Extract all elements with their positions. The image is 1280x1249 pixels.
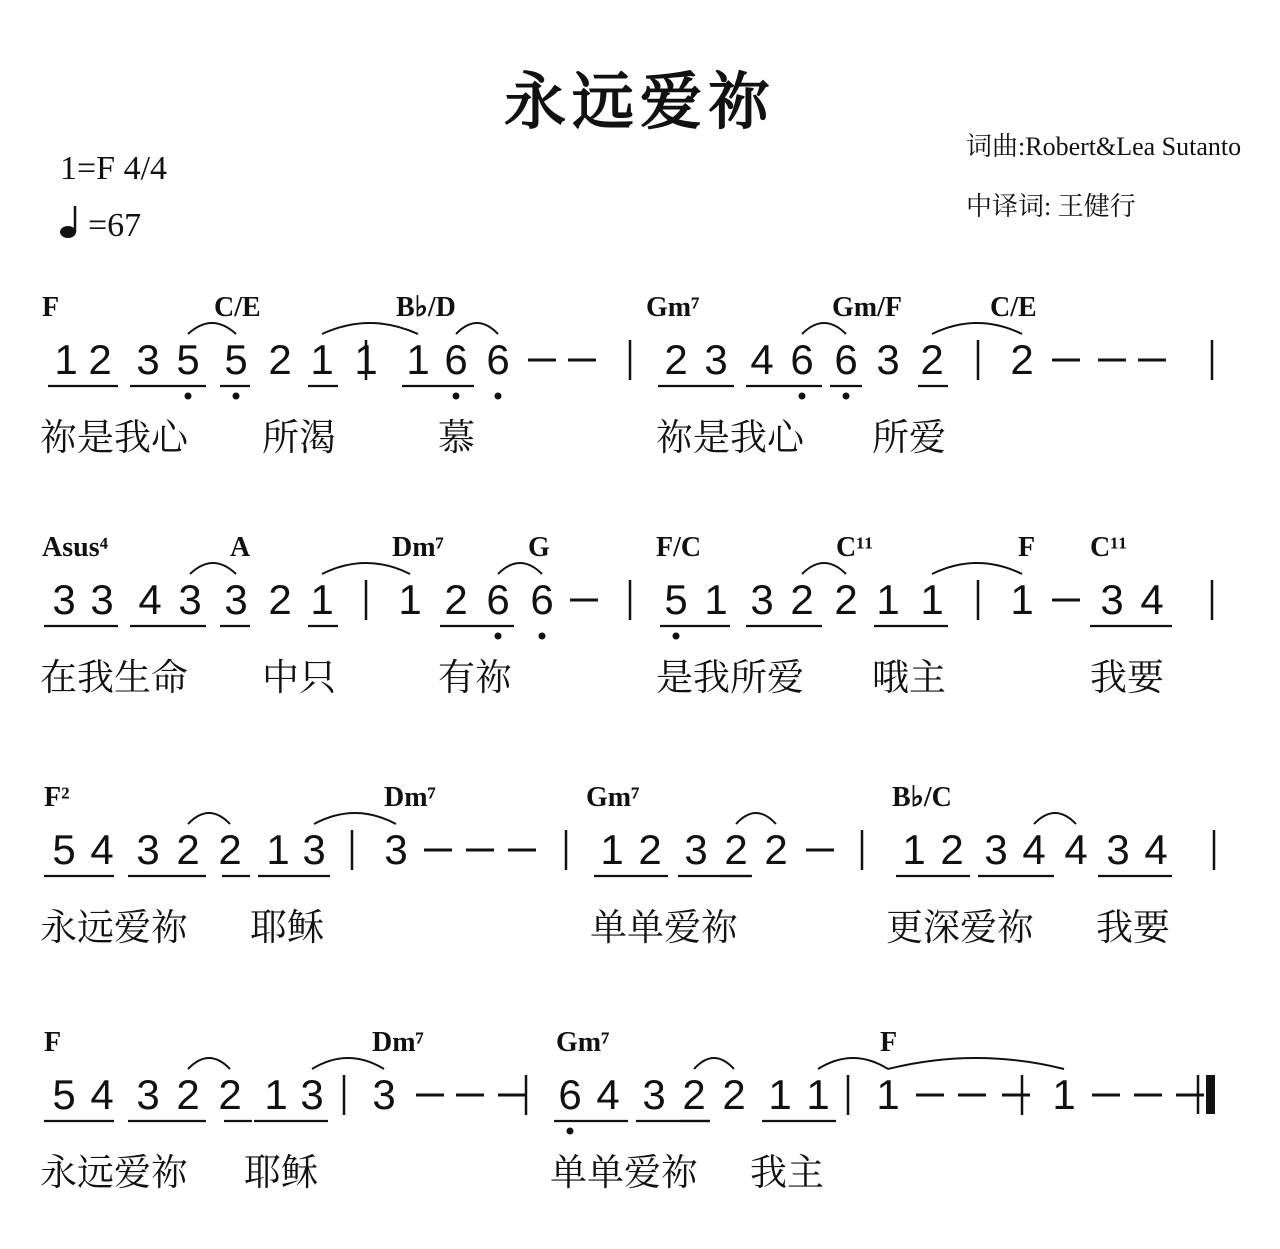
note-digit: 3 [300, 1071, 324, 1118]
slur-tie [1034, 813, 1076, 824]
note-digit: 1 [806, 1071, 830, 1118]
note-digit: 3 [224, 576, 248, 623]
slur-tie [818, 1058, 888, 1069]
note-digit: 1 [768, 1071, 792, 1118]
slur-tie [190, 563, 236, 574]
note-digit: 1 [1052, 1071, 1076, 1118]
slur-tie [736, 813, 776, 824]
note-digit: 2 [444, 576, 468, 623]
note-digit: 3 [984, 826, 1008, 873]
note-digit: 6 [530, 576, 554, 623]
chord-symbol: F [1018, 532, 1036, 563]
note-digit: 4 [750, 336, 774, 383]
key-time-signature: 1=F 4/4 [60, 150, 168, 187]
chord-symbol: F² [44, 782, 70, 813]
slur-tie [932, 563, 1022, 574]
chord-symbol: B♭/D [396, 292, 456, 323]
note-digit: 2 [268, 576, 292, 623]
octave-dot [495, 393, 502, 400]
lyric-phrase: 永远爱祢 [40, 906, 188, 949]
note-digit: 3 [52, 576, 76, 623]
note-digit: 3 [684, 826, 708, 873]
note-digit: 1 [876, 1071, 900, 1118]
note-digit: 5 [664, 576, 688, 623]
octave-dot [495, 633, 502, 640]
note-digit: 1 [398, 576, 422, 623]
note-digit: 3 [384, 826, 408, 873]
slur-tie [456, 323, 498, 334]
slur-tie [312, 1058, 384, 1069]
octave-dot [185, 393, 192, 400]
chord-symbol: C¹¹ [836, 532, 874, 563]
note-digit: 3 [136, 826, 160, 873]
octave-dot [567, 1128, 574, 1135]
note-digit: 6 [486, 576, 510, 623]
note-digit: 2 [682, 1071, 706, 1118]
note-digit: 6 [834, 336, 858, 383]
lyric-phrase: 所渴 [262, 416, 336, 459]
chord-symbol: F [880, 1027, 898, 1058]
note-digit: 3 [136, 1071, 160, 1118]
lyric-phrase: 单单爱祢 [590, 906, 738, 949]
note-digit: 5 [52, 826, 76, 873]
note-digit: 1 [876, 576, 900, 623]
note-digit: 2 [88, 336, 112, 383]
final-bar-thick [1206, 1075, 1215, 1114]
slur-tie [322, 563, 410, 574]
note-digit: 2 [218, 826, 242, 873]
note-digit: 1 [354, 336, 378, 383]
tempo-value: =67 [88, 207, 142, 244]
note-digit: 2 [176, 826, 200, 873]
octave-dot [539, 633, 546, 640]
chord-symbol: F/C [656, 532, 702, 563]
chord-symbol: Asus⁴ [42, 532, 108, 563]
note-digit: 1 [310, 336, 334, 383]
note-digit: 1 [600, 826, 624, 873]
chord-symbol: Gm⁷ [646, 292, 700, 323]
note-digit: 4 [1022, 826, 1046, 873]
slur-tie [188, 323, 236, 334]
chord-symbol: C¹¹ [1090, 532, 1128, 563]
slur-tie [888, 1058, 1064, 1069]
lyric-phrase: 慕 [438, 416, 475, 459]
note-digit: 3 [90, 576, 114, 623]
note-digit: 4 [1064, 826, 1088, 873]
chord-symbol: Dm⁷ [372, 1027, 424, 1058]
note-digit: 1 [406, 336, 430, 383]
composer-credit: 词曲:Robert&Lea Sutanto [966, 132, 1242, 161]
note-digit: 3 [642, 1071, 666, 1118]
note-digit: 5 [176, 336, 200, 383]
note-digit: 6 [558, 1071, 582, 1118]
chord-symbol: Dm⁷ [392, 532, 444, 563]
chord-symbol: A [230, 532, 251, 563]
note-digit: 1 [920, 576, 944, 623]
note-digit: 2 [722, 1071, 746, 1118]
lyric-phrase: 有祢 [438, 656, 512, 699]
note-digit: 6 [444, 336, 468, 383]
lyric-phrase: 祢是我心 [656, 416, 804, 459]
note-digit: 4 [1144, 826, 1168, 873]
note-digit: 4 [138, 576, 162, 623]
note-digit: 3 [750, 576, 774, 623]
lyric-phrase: 中只 [262, 656, 336, 699]
note-digit: 1 [902, 826, 926, 873]
slur-tie [932, 323, 1022, 334]
slur-tie [314, 813, 396, 824]
lyric-phrase: 单单爱祢 [550, 1151, 698, 1194]
note-digit: 2 [1010, 336, 1034, 383]
slur-tie [322, 323, 418, 334]
note-digit: 3 [1106, 826, 1130, 873]
note-digit: 2 [834, 576, 858, 623]
song-title: 永远爱祢 [503, 65, 776, 138]
lyric-phrase: 是我所爱 [656, 656, 804, 699]
note-digit: 2 [920, 336, 944, 383]
note-digit: 6 [486, 336, 510, 383]
note-digit: 1 [264, 1071, 288, 1118]
lyric-phrase: 在我生命 [40, 656, 188, 699]
chord-symbol: C/E [990, 292, 1037, 323]
note-digit: 4 [90, 1071, 114, 1118]
note-digit: 3 [876, 336, 900, 383]
lyric-phrase: 祢是我心 [40, 416, 188, 459]
note-digit: 1 [310, 576, 334, 623]
octave-dot [673, 633, 680, 640]
slur-tie [694, 1058, 734, 1069]
octave-dot [799, 393, 806, 400]
chord-symbol: Gm/F [832, 292, 902, 323]
lyric-phrase: 永远爱祢 [40, 1151, 188, 1194]
note-digit: 4 [1140, 576, 1164, 623]
lyric-phrase: 耶稣 [250, 906, 324, 949]
lyric-phrase: 更深爱祢 [886, 906, 1034, 949]
note-digit: 2 [268, 336, 292, 383]
note-digit: 5 [52, 1071, 76, 1118]
note-digit: 6 [790, 336, 814, 383]
note-digit: 4 [90, 826, 114, 873]
note-digit: 3 [136, 336, 160, 383]
note-digit: 2 [664, 336, 688, 383]
note-digit: 2 [940, 826, 964, 873]
chord-symbol: Dm⁷ [384, 782, 436, 813]
slur-tie [802, 563, 846, 574]
note-digit: 1 [266, 826, 290, 873]
lyric-phrase: 我要 [1090, 656, 1164, 699]
chord-symbol: C/E [214, 292, 261, 323]
octave-dot [453, 393, 460, 400]
note-digit: 3 [372, 1071, 396, 1118]
note-digit: 2 [638, 826, 662, 873]
note-digit: 2 [724, 826, 748, 873]
chord-symbol: B♭/C [892, 782, 952, 813]
octave-dot [233, 393, 240, 400]
note-digit: 3 [302, 826, 326, 873]
chord-symbol: Gm⁷ [586, 782, 640, 813]
lyric-phrase: 所爱 [872, 416, 946, 459]
note-digit: 1 [704, 576, 728, 623]
slur-tie [188, 813, 230, 824]
translator-credit: 中译词: 王健行 [966, 192, 1136, 221]
note-digit: 2 [218, 1071, 242, 1118]
note-digit: 1 [1010, 576, 1034, 623]
note-digit: 2 [764, 826, 788, 873]
chord-symbol: Gm⁷ [556, 1027, 610, 1058]
note-digit: 3 [1100, 576, 1124, 623]
chord-symbol: F [44, 1027, 62, 1058]
note-digit: 4 [596, 1071, 620, 1118]
chord-symbol: F [42, 292, 60, 323]
note-digit: 5 [224, 336, 248, 383]
lyric-phrase: 耶稣 [244, 1151, 318, 1194]
note-digit: 3 [704, 336, 728, 383]
octave-dot [843, 393, 850, 400]
note-digit: 3 [178, 576, 202, 623]
note-digit: 2 [176, 1071, 200, 1118]
slur-tie [498, 563, 542, 574]
slur-tie [802, 323, 846, 334]
note-digit: 2 [790, 576, 814, 623]
lyric-phrase: 我主 [750, 1151, 824, 1194]
lyric-phrase: 我要 [1096, 906, 1170, 949]
lyric-phrase: 哦主 [872, 656, 946, 699]
chord-symbol: G [528, 532, 550, 563]
note-digit: 1 [54, 336, 78, 383]
slur-tie [188, 1058, 230, 1069]
